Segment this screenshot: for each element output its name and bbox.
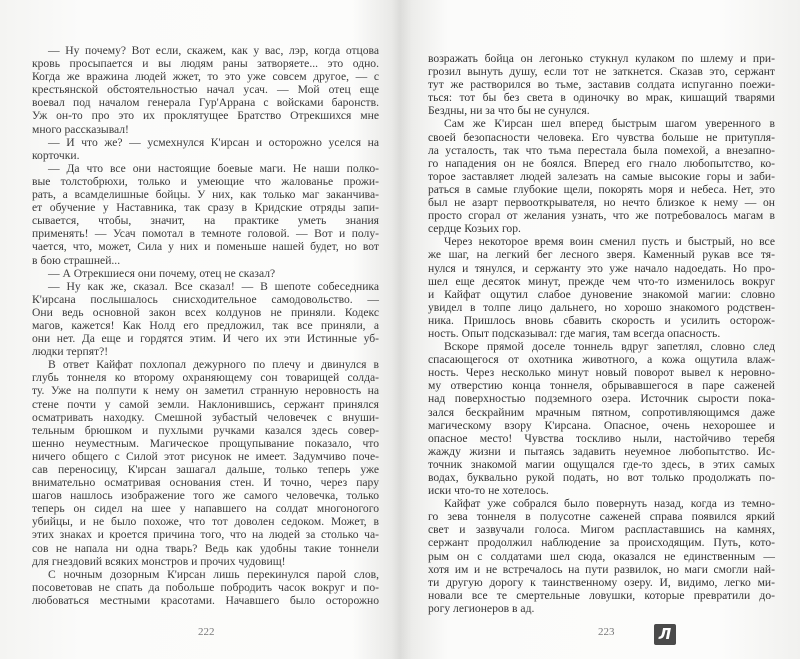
text-line: Уж он-то про это их проклятущее Братство Отрекшихся мне [32,109,379,123]
text-line: был не азарт первооткрывателя, но нечто близкое к нему — он [428,196,775,210]
text-line: ла усталость, так что тьма перестала была помехой, а внезапно- [428,143,775,157]
text-line: Сам же К'ирсан шел вперед быстрым шагом уверенного в [444,117,775,131]
text-line: сердце Козьих гор. [428,222,521,236]
text-line: ника. Пришлось вновь сбавить скорость и усилить осторож- [428,313,775,327]
text-line: К'ирсана послышалось снисходительное самодовольство. — [32,292,379,306]
text-line: сывается, чтобы, значит, на практике уметь знания [32,214,379,228]
text-line: в бою страшней... [32,253,121,267]
text-line: осматривать находку. Смешной зубастый человечек с внуши- [32,410,379,424]
text-line: новали все те смертельные ловушки, которые превратили до- [428,588,775,602]
page-number-right: 223 [598,626,615,638]
text-line: ничего общего с Силой этот рисунок не имеет. Задумчиво поче- [32,449,379,463]
text-line: крестьянской обстоятельностью начал усач. — Мой отец еще [32,83,379,97]
left-page-text [32,44,379,607]
text-line: зался бескрайним мрачным пятном, сопротивляющимся даже [428,405,775,419]
text-line: они нет. Да еще и гордятся этим. И чего их эти Истинные уб- [32,332,379,346]
text-line: рым он с солдатами шел сюда, оказался не единственным — [428,549,775,563]
text-line: — А Отрекшиеся они почему, отец не сказал? [48,266,276,280]
text-line: корточки. [32,148,80,162]
text-line: увидел в толпе лицо дальнего, но хорошо знакомого родствен- [428,300,775,314]
text-line: му отверстию конца тоннеля, обрывавшегося в паре саженей [428,379,775,393]
text-line: торое заставляет людей залезать на самые высокие горы и заби- [428,169,775,183]
text-line: возражать бойца он легонько стукнул кулаком по шлему и при- [428,52,775,65]
text-line: применять! — Усач помотал в темноте головой. — Вот и полу- [32,227,379,241]
text-line: людки терпят?! [32,345,109,359]
paragraph [428,52,775,117]
text-line: магическому взору К'ирсана. Опасное, очень нехорошее и [428,418,775,432]
text-line: шел еще десяток минут, прежде чем что-то изменилось вокруг [428,274,775,288]
text-line: свет и зазвучали голоса. Мигом распластавшись на камнях, [428,523,775,537]
labirint-logo-icon: Л [654,624,676,645]
text-line: — И что же? — усмехнулся К'ирсан и осторожно уселся на [48,135,379,149]
paragraph [428,117,775,235]
text-line: грозил вынуть душу, если тот не заткнется. Сказав это, сержант [428,65,775,79]
text-line: — Ну как же, сказал. Все сказал! — В шепоте собеседника [48,279,379,293]
text-line: же шаг, на легкий бег лесного зверя. Каменный рукав все тя- [428,248,775,262]
paragraph [32,267,379,280]
text-line: раться в самые глубокие щели, покорять моря и небеса. Нет, это [428,182,775,196]
text-line: В ответ Кайфат похлопал дежурного по плечу и двинулся в [48,358,379,372]
text-line: ность. Через несколько минут новый поворот вывел к неровно- [428,366,775,380]
text-line: ти другую дорогу к таинственному озеру. И, видимо, легко ми- [428,575,775,589]
text-line: Когда же вражина людей жжет, то это уже совсем другое, — с [32,70,379,84]
text-line: С ночным дозорным К'ирсан лишь перекинулся парой слов, [48,567,379,581]
paragraph [32,162,379,267]
text-line: иски что-то не хотелось. [428,484,549,498]
text-line: ность. Опыт подсказывал: где магия, там всегда опасность. [428,326,721,340]
text-line: ться: тот бы без света в одиночку во мрак, кишащий тварями [428,91,775,105]
paragraph [428,235,775,340]
text-line: теперь он сидел на шее у напавшего на солдат многоногого [32,502,379,516]
text-line: глубь тоннеля ко второму охраняющему сон товарищей солда- [32,371,379,385]
paragraph [428,340,775,497]
text-line: рогу легионеров в ад. [428,601,535,615]
text-line: точник знакомой магии ощущался где-то здесь, в этих самых [428,457,775,471]
text-line: водах, буквально рукой подать, но вот только продолжать по- [428,471,775,484]
text-line: опасное место! Чувства тоскливо ныли, настойчиво теребя [428,431,775,445]
text-line: посоветовав не спать да побольше побродить часок вокруг и по- [32,580,379,594]
text-line: Вскоре прямой доселе тоннель вдруг запетлял, словно след [444,340,775,354]
text-line: нулся и тянулся, и сержанту это уже начало надоедать. Но про- [428,261,775,275]
text-line: го зева тоннеля в полусотне саженей справа появился яркий [428,510,775,524]
paragraph [32,568,379,607]
page-number-left: 222 [198,626,215,638]
text-line: убийцы, и не было похоже, что тот доволен седоком. Может, в [32,515,379,529]
text-line: Кайфат уже собрался было повернуть назад, когда из темно- [444,497,775,511]
text-line: Они ведь основной закон всех колдунов не приняли. Кодекс [32,305,379,319]
text-line: этих знаках и кроется причина того, что на людей за столько ча- [32,528,379,542]
text-line: сав переносицу, К'ирсан зашагал дальше, только теперь уже [32,463,379,476]
text-line: сов не напала ни одна тварь? Ведь как удобны такие тоннели [32,541,379,555]
text-line: спасающегося от охотника животного, а кожа ощутила влаж- [428,353,775,367]
text-line: го нападения он не боялся. Вперед его гнало любопытство, ко- [428,156,775,170]
text-line: вые толстобрюхи, только и умеющие что жалованье прожи- [32,174,379,188]
text-line: любоваться местными красотами. Начавшего было осторожно [32,593,379,607]
paragraph [32,280,379,359]
text-line: — Ну почему? Вот если, скажем, как у вас, лэр, когда отцова [48,44,379,57]
text-line: много рассказывал! [32,122,129,136]
text-line: — Да что все они настоящие боевые маги. Не наши полко- [48,161,379,175]
text-line: для гнездовий всяких монстров и прочих чудовищ! [32,554,286,568]
text-line: стене почти у самой земли. Наклонившись, сержант принялся [32,397,379,411]
text-line: воевал под началом генерала Гур'Аррана с войсками баронств. [32,96,379,110]
text-line: своей безопасности человека. Его чувства больше не притупля- [428,130,775,144]
text-line: внимательно осматривая основания стен. И точно, через пару [32,476,379,490]
text-line: рать, а всамделишные бойцы. У них, как только маг заканчива- [32,188,379,202]
text-line: Бездны, ни за что бы не сунулся. [428,104,590,118]
text-line: ту. Уже на полпути к нему он заметил странную неровность на [32,384,379,398]
text-line: тут же растворился во тьме, заставив солдата испуганно поежи- [428,78,775,92]
text-line: чается, что, может, Сила у них и поменьше нашей будет, но вот [32,240,379,254]
text-line: просто сгорал от желания узнать, что же потребовалось магам в [428,209,775,223]
text-line: ет обучение у Наставника, так сразу в Кридские отряды запи- [32,201,379,215]
text-line: хотя им и не встречалось на пути развилок, но маги смогли най- [428,562,775,576]
paragraph [32,136,379,162]
paragraph [32,358,379,568]
paragraph [428,497,775,615]
text-line: сержант продолжил наблюдение за происходящим. Путь, кото- [428,536,775,550]
text-line: жажду жизни и пытаясь задавить неуемное любопытство. Ис- [428,444,775,458]
text-line: над поверхностью подземного озера. Источник сырости пока- [428,392,775,406]
text-line: магов, кажется! Как Нолд его предложил, так все приняли, а [32,318,379,332]
text-line: Через некоторое время воин сменил пусть и быстрый, но все [444,235,775,249]
text-line: и Кайфат ощутил слабое дуновение знакомой магии: словно [428,287,775,301]
right-page-text [428,52,775,615]
text-line: тельным брюшком и пухлыми ручками казался здесь совер- [32,423,379,437]
text-line: шенно неуместным. Магическое прощупывание показало, что [32,436,379,450]
paragraph [32,44,379,136]
text-line: шагов нашлось изображение того же самого человечка, только [32,489,379,503]
text-line: кровь просыпается и вы людям раны затворяете... это одно. [32,57,379,71]
